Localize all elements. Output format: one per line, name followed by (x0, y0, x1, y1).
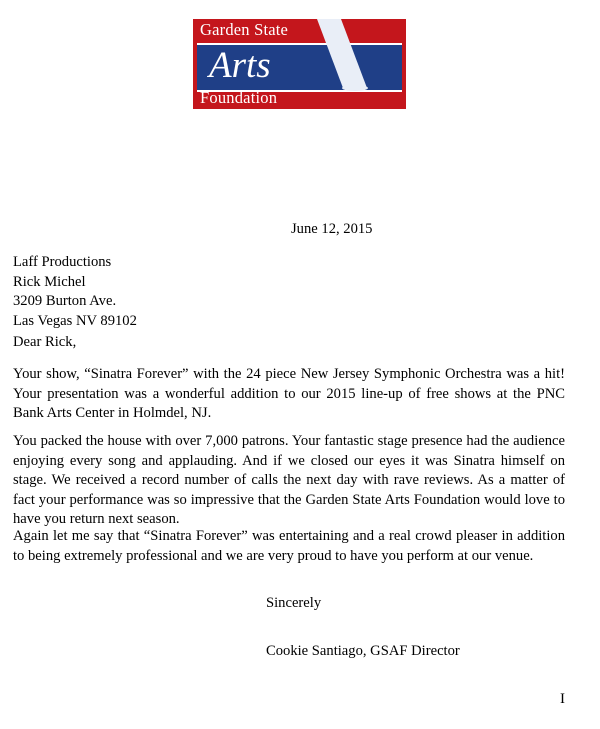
body-paragraph-3: Again let me say that “Sinatra Forever” was entertaining and a real crowd pleaser in addition to being extremely professional and we are very proud to have you perform at our venue. (13, 528, 565, 564)
logo-bottom-text: Foundation (200, 88, 278, 107)
logo-arts-text: Arts (209, 45, 271, 86)
recipient-city-state-zip: Las Vegas NV 89102 (13, 312, 137, 329)
garden-state-arts-foundation-logo (193, 19, 406, 109)
signature: Cookie Santiago, GSAF Director (266, 643, 460, 659)
logo-top-text: Garden State (200, 20, 289, 39)
recipient-address (13, 253, 137, 331)
letter-date: June 12, 2015 (291, 221, 373, 237)
recipient-name: Rick Michel (13, 273, 86, 290)
closing: Sincerely (266, 595, 322, 611)
page-number: I (560, 691, 565, 707)
body-paragraph-2: You packed the house with over 7,000 patrons. Your fantastic stage presence had the audience enjoying every song and applauding. And if we closed our eyes it was Sinatra himself on stage. We received a record number of calls the next day with rave reviews. As a matter of fact your performance was so impressive that the Garden State Arts Foundation would love to have you return next season. (13, 433, 565, 528)
recipient-street: 3209 Burton Ave. (13, 293, 117, 309)
body-paragraph-1: Your show, “Sinatra Forever” with the 24 piece New Jersey Symphonic Orchestra was a hit! Your presentation was a wonderful addition to our 2015 line-up of free shows at the PNC Bank Arts Center in Holmdel, NJ. (13, 366, 565, 422)
salutation: Dear Rick, (13, 334, 77, 350)
recipient-company: Laff Productions (13, 254, 112, 270)
